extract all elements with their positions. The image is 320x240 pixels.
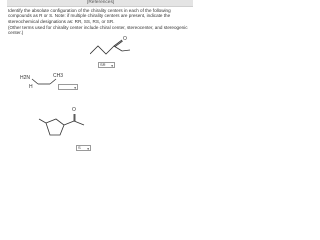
molecule-2-hydrogen-label: H — [29, 84, 33, 90]
molecule-2-methyl-label: CH3 — [53, 73, 64, 79]
question-paragraph-2: (Other terms used for chirality center include chiral center, stereocenter, and stereogenic center.) — [8, 24, 188, 36]
molecule-3-structure — [36, 111, 96, 143]
chevron-down-icon: ▾ — [87, 146, 89, 151]
molecule-1-oxygen-label: O — [123, 36, 127, 42]
molecule-3-answer-value: S — [78, 145, 81, 150]
molecule-3-oxygen-label: O — [72, 107, 76, 113]
molecule-2 — [20, 70, 90, 92]
molecule-2-answer-select[interactable] — [58, 84, 78, 90]
question-text — [8, 8, 192, 36]
chevron-down-icon: ▾ — [111, 63, 113, 68]
molecule-3-answer-select[interactable] — [76, 145, 91, 151]
molecule-2-amine-label: H2N — [20, 75, 31, 81]
molecule-1 — [90, 36, 150, 58]
molecule-1-answer-select[interactable] — [98, 62, 115, 68]
molecule-3 — [36, 107, 96, 143]
references-link[interactable]: [References] — [87, 0, 115, 5]
question-paragraph-1: Identify the absolute configuration of the chirality centers in each of the following compounds as R or S. Note: if multiple chirality centers are present, indicate the stereochemical designations as: RR, SS, RS, or SR. — [8, 8, 171, 24]
chevron-down-icon: ▾ — [74, 85, 76, 90]
molecule-1-answer-value: SR — [100, 62, 106, 67]
molecule-1-structure — [90, 36, 150, 58]
references-bar[interactable] — [7, 0, 193, 7]
